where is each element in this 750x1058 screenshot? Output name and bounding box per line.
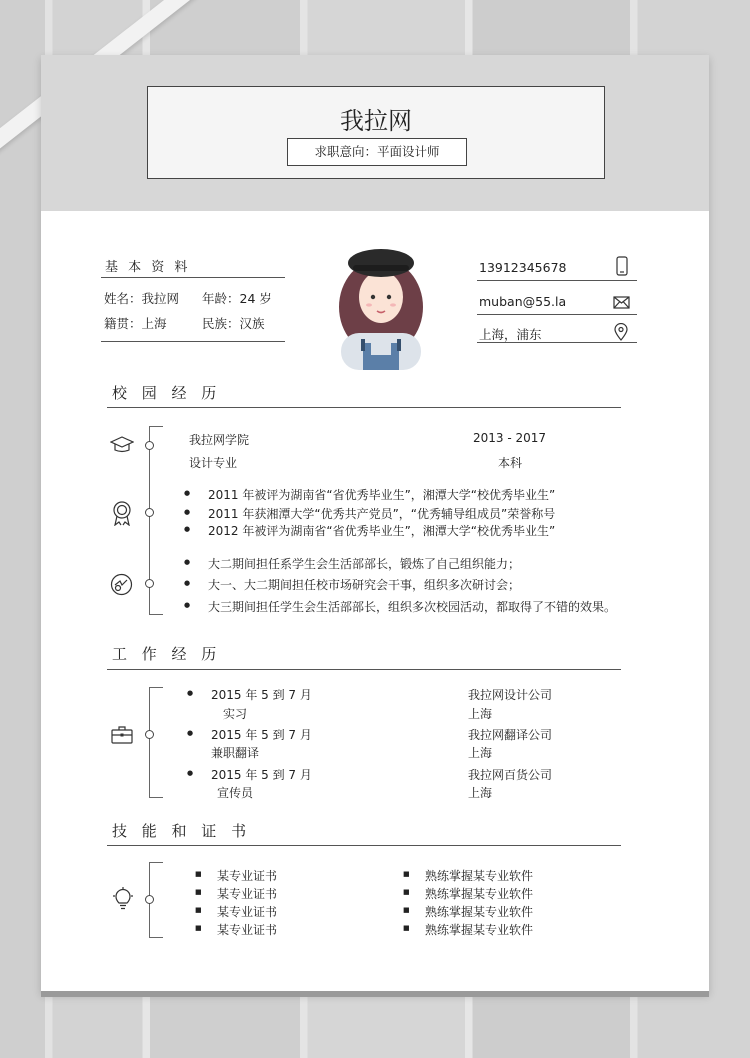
job-period: ● 2015 年 5 到 7 月 [211,766,312,783]
activity-item: ● 大一、大二期间担任校市场研究会干事，组织多次研讨会； [208,576,520,593]
graduation-cap-icon [110,436,134,453]
study-years: 2013 - 2017 [473,431,547,445]
resume-name: 我拉网 [340,107,412,135]
activity-badge-icon [110,573,133,596]
job-company: 我拉网翻译公司 [468,728,553,742]
timeline-tick [149,687,163,688]
paper-shadow-edge [41,991,709,997]
timeline-dot [145,579,154,588]
work-timeline [149,687,150,797]
basic-info-label: 基 本 资 料 [105,260,191,275]
divider [477,314,637,315]
timeline-dot [145,508,154,517]
section-divider [107,845,621,846]
timeline-tick [149,937,163,938]
address: 上海，浦东 [479,327,542,342]
age-field: 年龄：24 岁 [202,291,272,306]
campus-section-title: 校 园 经 历 [112,384,222,402]
phone-number: 13912345678 [479,260,567,275]
phone-icon [616,256,628,276]
job-city: 上海 [468,746,493,760]
timeline-tick [149,862,163,863]
section-divider [107,407,621,408]
software-item: ■ 熟练掌握某专业软件 [425,867,533,884]
job-company: 我拉网百货公司 [468,768,553,782]
cert-item: ■ 某专业证书 [217,867,277,884]
skills-section-title: 技 能 和 证 书 [112,822,252,840]
cert-item: ■ 某专业证书 [217,921,277,938]
software-item: ■ 熟练掌握某专业软件 [425,921,533,938]
major: 设计专业 [189,456,238,470]
honor-item: ● 2012 年被评为湖南省“省优秀毕业生”，湘潭大学“校优秀毕业生” [208,522,555,539]
award-medal-icon [112,500,132,526]
software-item: ■ 熟练掌握某专业软件 [425,903,533,920]
divider [101,277,285,278]
divider [101,341,285,342]
honor-item: ● 2011 年获湘潭大学“优秀共产党员”，“优秀辅导组成员”荣誉称号 [208,505,555,522]
job-period: ● 2015 年 5 到 7 月 [211,726,312,743]
timeline-dot [145,441,154,450]
job-period: ● 2015 年 5 到 7 月 [211,686,312,703]
divider [477,342,637,343]
timeline-dot [145,895,154,904]
job-role: 实习 [223,707,248,721]
title-box [147,86,605,179]
resume-sheet [41,55,709,993]
timeline-tick [149,614,163,615]
hometown-field: 籍贯：上海 [104,316,167,331]
cert-item: ■ 某专业证书 [217,885,277,902]
job-intent: 求职意向：平面设计师 [287,138,467,166]
lightbulb-icon [113,887,133,911]
timeline-tick [149,797,163,798]
mail-icon [613,296,630,309]
work-section-title: 工 作 经 历 [112,645,222,663]
briefcase-icon [111,726,133,744]
timeline-tick [149,426,163,427]
job-role: 宣传员 [217,786,254,800]
activity-item: ● 大二期间担任系学生会生活部部长，锻炼了自己组织能力； [208,555,520,572]
ethnicity-field: 民族：汉族 [202,316,265,331]
cert-item: ■ 某专业证书 [217,903,277,920]
timeline-dot [145,730,154,739]
job-company: 我拉网设计公司 [468,688,553,702]
name-field: 姓名：我拉网 [104,291,180,306]
job-city: 上海 [468,707,493,721]
activity-item: ● 大三期间担任学生会生活部部长，组织多次校园活动，都取得了不错的效果。 [208,598,616,615]
degree: 本科 [498,456,523,470]
job-role: 兼职翻译 [211,746,260,760]
email-address: muban@55.la [479,294,567,309]
section-divider [107,669,621,670]
avatar [331,235,431,370]
job-city: 上海 [468,786,493,800]
software-item: ■ 熟练掌握某专业软件 [425,885,533,902]
location-icon [614,323,628,341]
divider [477,280,637,281]
honor-item: ● 2011 年被评为湖南省“省优秀毕业生”，湘潭大学“校优秀毕业生” [208,486,555,503]
school-name: 我拉网学院 [189,433,250,447]
